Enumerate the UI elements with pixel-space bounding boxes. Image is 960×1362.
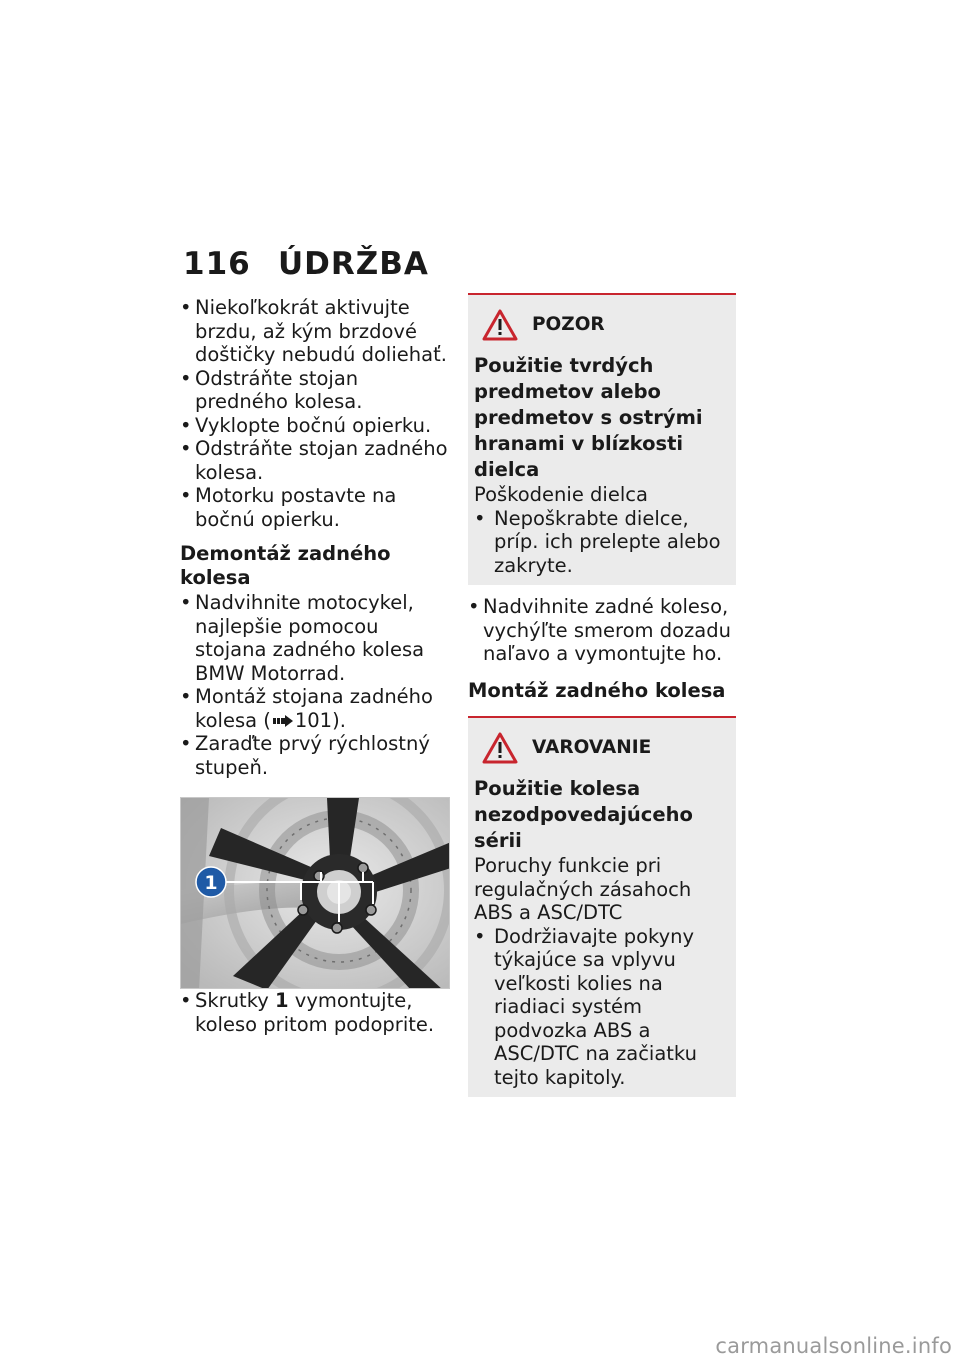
caution-effect: Poškodenie dielca [474, 483, 648, 506]
list-item-with-ref [180, 685, 452, 732]
caution-header [482, 309, 730, 341]
list-item: • Motorku postavte na bočnú opierku. [180, 484, 452, 531]
section-title-removal: Demontáž zadného kolesa [180, 542, 391, 589]
list-item: • Nadvihnite motocykel, najlepšie pomocou stojana zadného kolesa BMW Motorrad. [180, 591, 452, 685]
ref-page-number[interactable]: 101 [294, 708, 333, 732]
watermark: carmanualsonline.info [715, 1334, 952, 1358]
list-item: • Dodržiavajte pokyny týkajúce sa vplyvu veľkosti kolies na riadiaci systém podvozka ABS a ASC/DTC na začiatku tejto kapitoly. [474, 925, 730, 1090]
list-item [180, 989, 452, 1036]
left-column [180, 296, 452, 1036]
text-after-bold: vymontujte, koleso pritom podoprite. [195, 989, 435, 1036]
list-item: • Nadvihnite zadné koleso, vychýľte smerom dozadu naľavo a vymontujte ho. [468, 595, 736, 666]
right-column [468, 293, 736, 1097]
warning-cause: Použitie kolesa nezodpovedajúceho sérii [474, 777, 693, 852]
warning-effect: Poruchy funkcie pri regulačných zásahoch ABS a ASC/DTC [474, 854, 692, 924]
page-number: 116 [183, 246, 251, 282]
removal-final-steps [468, 595, 736, 666]
ref-text-before: Montáž stojana zadného kolesa ( [195, 685, 433, 732]
callout-number-label: 1 [204, 872, 218, 894]
list-item: • Niekoľkokrát aktivujte brzdu, až kým brzdové doštičky nebudú doliehať. [180, 296, 452, 367]
chapter-title: ÚDRŽBA [278, 246, 429, 282]
warning-title: VAROVANIE [532, 737, 652, 759]
list-item: • Vyklopte bočnú opierku. [180, 414, 452, 438]
page-ref-arrow-icon [273, 715, 293, 727]
warning-box [468, 716, 736, 1097]
callout-reference: 1 [275, 989, 289, 1012]
warning-triangle-icon [482, 309, 518, 341]
caution-cause: Použitie tvrdých predmetov alebo predmetov s ostrými hranami v blízkosti dielca [474, 354, 703, 481]
list-item: • Nepoškrabte dielce, príp. ich prelepte alebo zakryte. [474, 507, 730, 578]
page-header [183, 246, 429, 282]
list-item: • Odstráňte stojan zadného kolesa. [180, 437, 452, 484]
text-before-bold: Skrutky [195, 989, 276, 1012]
intro-steps-list [180, 296, 452, 531]
wheel-hub-photo [180, 797, 450, 989]
removal-steps-list [180, 591, 452, 779]
caution-box [468, 293, 736, 585]
section-title-installation: Montáž zadného kolesa [468, 678, 726, 702]
list-item: • Zaraďte prvý rýchlostný stupeň. [180, 732, 452, 779]
list-item: • Odstráňte stojan predného kolesa. [180, 367, 452, 414]
caution-measures [474, 507, 730, 578]
warning-measures [474, 925, 730, 1090]
warning-triangle-icon [482, 732, 518, 764]
ref-text-after: ). [332, 708, 346, 732]
caution-title: POZOR [532, 314, 605, 336]
after-photo-list [180, 989, 452, 1036]
warning-header [482, 732, 730, 764]
